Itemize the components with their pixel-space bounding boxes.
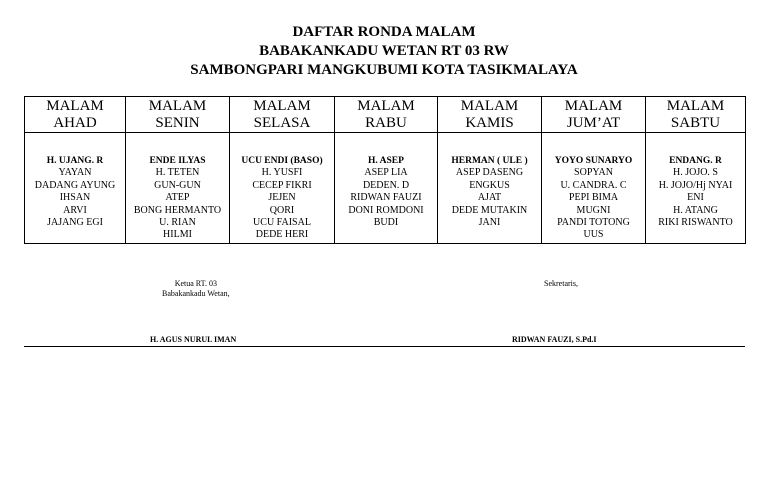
team-member: YAYAN: [58, 167, 92, 179]
header-day: KAMIS: [465, 114, 514, 131]
roster-cell-1: [126, 133, 230, 244]
column-header-1: [126, 97, 230, 133]
left-signatory-role: Ketua RT. 03: [174, 279, 217, 288]
team-member: HILMI: [163, 229, 192, 241]
header-line1: MALAM: [564, 97, 623, 114]
team-member: ASEP LIA: [364, 167, 408, 179]
team-member: H. YUSFI: [261, 167, 303, 179]
team-member: UCU FAISAL: [253, 217, 311, 229]
roster-cell-4: [438, 133, 542, 244]
header-line1: MALAM: [666, 97, 725, 114]
header-line1: MALAM: [148, 97, 207, 114]
left-signatory-place: Babakankadu Wetan,: [162, 289, 230, 298]
team-member: JEJEN: [268, 192, 296, 204]
team-leader: ENDE ILYAS: [149, 156, 206, 166]
team-member: MUGNI: [576, 204, 611, 216]
team-member: ARVI: [63, 204, 87, 216]
roster-cell-6: [646, 133, 746, 244]
team-member: U. CANDRA. C: [560, 179, 627, 191]
column-header-5: [542, 97, 646, 133]
header-day: SABTU: [670, 114, 721, 131]
team-member: JAJANG EGI: [47, 217, 103, 229]
header-line1: MALAM: [253, 97, 311, 114]
header-day: AHAD: [53, 114, 97, 131]
roster-cell-3: [335, 133, 438, 244]
team-member: UUS: [583, 229, 604, 241]
team-member: CECEP FIKRI: [252, 179, 312, 191]
team-member: IHSAN: [59, 192, 91, 204]
team-member: DEDE HERI: [255, 229, 309, 241]
column-header-3: [335, 97, 438, 133]
signature-left-block: [162, 279, 230, 299]
team-member: U. RIAN: [159, 217, 196, 229]
team-member: RIKI RISWANTO: [658, 217, 733, 229]
column-header-2: [230, 97, 335, 133]
team-leader: YOYO SUNARYO: [554, 156, 633, 166]
header-line1: MALAM: [357, 97, 415, 114]
document-subtitle-location: BABAKANKADU WETAN RT 03 RW: [259, 43, 509, 59]
team-member: H. TETEN: [155, 167, 200, 179]
team-member: PANDI TOTONG: [557, 217, 630, 229]
team-member: PEPI BIMA: [568, 192, 619, 204]
team-member: ATEP: [165, 192, 190, 204]
team-leader: HERMAN ( ULE ): [451, 156, 528, 166]
team-member: H. JOJO/Hj NYAI: [658, 179, 733, 191]
left-signatory-name: H. AGUS NURUL IMAN: [150, 335, 237, 344]
team-member: QORI: [269, 204, 295, 216]
team-member: DONI ROMDONI: [348, 204, 424, 216]
team-member: H. ATANG: [673, 204, 718, 216]
right-signatory-role: Sekretaris,: [544, 279, 578, 288]
team-member: JANI: [478, 217, 501, 229]
column-header-0: [25, 97, 126, 133]
roster-cell-2: [230, 133, 335, 244]
team-member: ENI: [687, 192, 704, 204]
team-leader: H. ASEP: [368, 156, 404, 166]
header-day: SENIN: [155, 114, 200, 131]
header-line1: MALAM: [460, 97, 519, 114]
team-leader: ENDANG. R: [669, 156, 722, 166]
header-day: RABU: [365, 114, 407, 131]
team-member: GUN-GUN: [154, 179, 201, 191]
team-member: ENGKUS: [469, 179, 510, 191]
table-row: [25, 133, 746, 244]
ronda-schedule-table: [24, 96, 746, 244]
table-header-row: [25, 97, 746, 133]
roster-cell-5: [542, 133, 646, 244]
right-signatory-name: RIDWAN FAUZI, S.Pd.I: [512, 335, 597, 344]
team-member: RIDWAN FAUZI: [350, 192, 422, 204]
document-subtitle-city: SAMBONGPARI MANGKUBUMI KOTA TASIKMALAYA: [190, 62, 578, 78]
header-line1: MALAM: [46, 97, 104, 114]
team-member: DADANG AYUNG: [34, 179, 116, 191]
team-member: BONG HERMANTO: [133, 204, 222, 216]
signature-right-block: [544, 279, 578, 289]
team-leader: UCU ENDI (BASO): [241, 156, 323, 166]
team-member: ASEP DASENG: [455, 167, 524, 179]
team-member: BUDI: [373, 217, 399, 229]
header-day: SELASA: [253, 114, 311, 131]
team-member: DEDE MUTAKIN: [451, 204, 528, 216]
team-member: AJAT: [477, 192, 502, 204]
team-member: H. JOJO. S: [672, 167, 718, 179]
header-day: JUM’AT: [566, 114, 621, 131]
column-header-4: [438, 97, 542, 133]
column-header-6: [646, 97, 746, 133]
signature-divider-line: [24, 346, 745, 347]
roster-cell-0: [25, 133, 126, 244]
team-leader: H. UJANG. R: [46, 156, 104, 166]
document-title: DAFTAR RONDA MALAM: [292, 24, 476, 40]
team-member: DEDEN. D: [362, 179, 410, 191]
team-member: SOPYAN: [574, 167, 613, 179]
